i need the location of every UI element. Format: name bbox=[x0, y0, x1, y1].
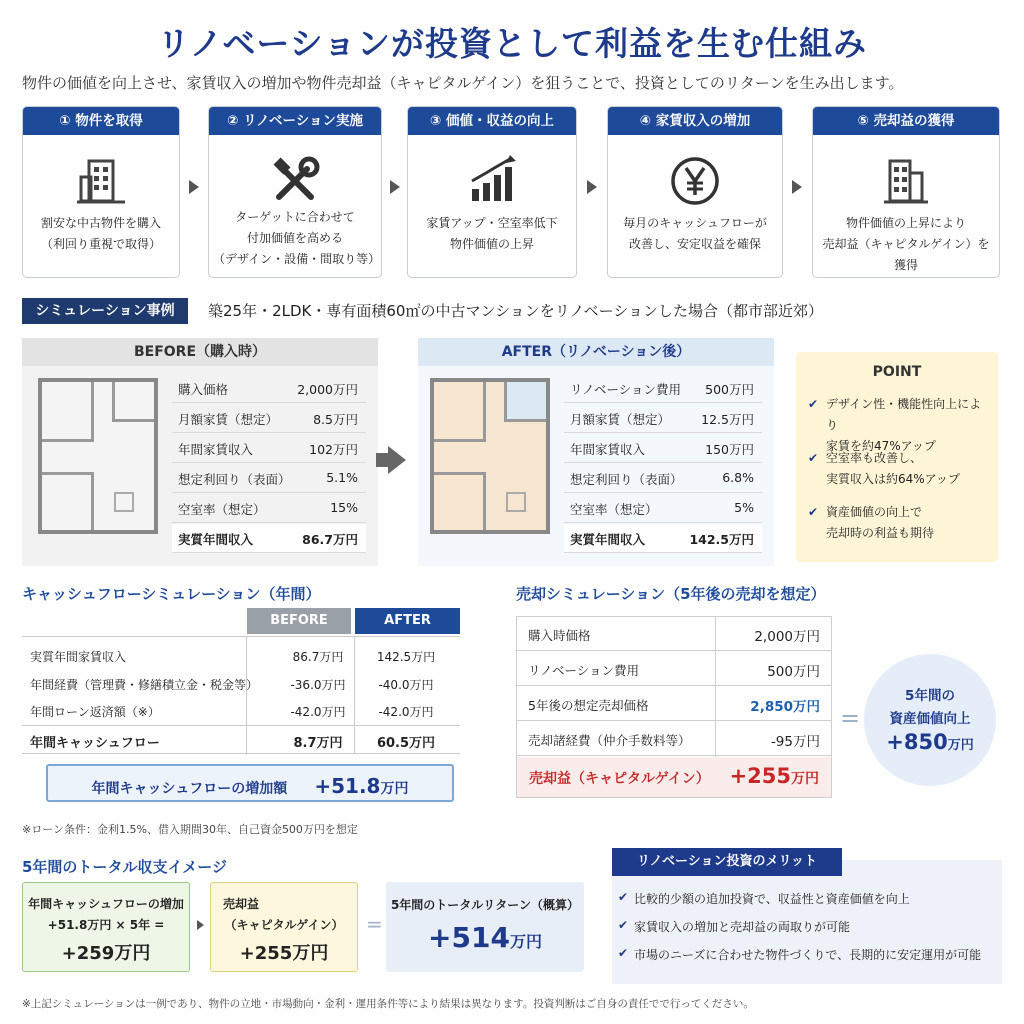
simulation-tag: シミュレーション事例 bbox=[22, 298, 188, 324]
total-return-box: 5年間のトータルリターン（概算） +514万円 bbox=[386, 882, 584, 972]
after-heading: AFTER（リノベーション後） bbox=[418, 338, 774, 366]
merit-item: ✔ 市場のニーズに合わせた物件づくりで、長期的に安定運用が可能 bbox=[618, 946, 982, 962]
table-row: 実質年間収入 86.7万円 bbox=[172, 524, 366, 553]
yen-icon bbox=[669, 155, 721, 207]
point-title: POINT bbox=[872, 364, 922, 380]
cashflow-col-after: AFTER bbox=[355, 608, 460, 634]
table-row: 実質年間収入 142.5万円 bbox=[564, 524, 762, 553]
table-row: 想定利回り（表面） 5.1% bbox=[172, 464, 366, 493]
page-title: リノベーションが投資として利益を生む仕組み bbox=[156, 24, 868, 63]
table-row: 月額家賃（想定） 12.5万円 bbox=[564, 404, 762, 433]
sale-title: 売却シミュレーション（5年後の売却を想定） bbox=[516, 585, 826, 603]
sale-profit-value: +255万円 bbox=[729, 764, 819, 788]
table-row: 5年後の想定売却価格 2,850万円 bbox=[516, 686, 832, 721]
table-row: 年間家賃収入 150万円 bbox=[564, 434, 762, 463]
cashflow-col-before: BEFORE bbox=[247, 608, 351, 634]
table-row: 想定利回り（表面） 6.8% bbox=[564, 464, 762, 493]
table-row: 購入価格 2,000万円 bbox=[172, 374, 366, 403]
sale-profit-row bbox=[517, 757, 831, 797]
cashflow-increase-unit: 万円 bbox=[380, 781, 409, 797]
check-icon: ✔ bbox=[618, 890, 629, 904]
step-description: 物件価値の上昇により 売却益（キャピタルゲイン）を獲得 bbox=[822, 216, 990, 272]
table-row: 月額家賃（想定） 8.5万円 bbox=[172, 404, 366, 433]
merit-item: ✔ 家賃収入の増加と売却益の両取りが可能 bbox=[618, 918, 851, 934]
step-heading: ① 物件を取得 bbox=[23, 107, 179, 135]
step-card-2 bbox=[208, 106, 382, 278]
table-row: 空室率（想定） 15% bbox=[172, 494, 366, 523]
table-row: 空室率（想定） 5% bbox=[564, 494, 762, 523]
arrow-right-icon bbox=[390, 180, 400, 194]
equals-sign: = bbox=[840, 704, 861, 732]
point-item: ✔ 資産価値の向上で 売却時の利益も期待 bbox=[808, 502, 992, 544]
check-icon: ✔ bbox=[618, 946, 629, 960]
total-box-cashflow: 年間キャッシュフローの増加 +51.8万円 × 5年 = +259万円 bbox=[22, 882, 190, 972]
page-subtitle: 物件の価値を向上させ、家賃収入の増加や物件売却益（キャピタルゲイン）を狙うことで、投資としてのリターンを生み出します。 bbox=[22, 74, 904, 92]
table-row: 購入時価格 2,000万円 bbox=[516, 616, 832, 651]
merit-item: ✔ 比較的少額の追加投資で、収益性と資産価値を向上 bbox=[618, 890, 910, 906]
cashflow-increase-label: 年間キャッシュフローの増加額 bbox=[91, 781, 288, 797]
step-description: ターゲットに合わせて 付加価値を高める （デザイン・設備・間取り等） bbox=[213, 210, 381, 266]
step-description: 割安な中古物件を購入 （利回り重視で取得） bbox=[40, 216, 161, 251]
step-heading: ② リノベーション実施 bbox=[209, 107, 381, 135]
simulation-description: 築25年・2LDK・専有面積60㎡の中古マンションをリノベーションした場合（都市部近郊） bbox=[208, 302, 823, 320]
merit-box bbox=[612, 854, 1002, 984]
equals-sign: = bbox=[366, 912, 383, 936]
step-description: 家賃アップ・空室率低下 物件価値の上昇 bbox=[426, 216, 558, 251]
chart-up-icon bbox=[466, 155, 518, 207]
arrow-right-icon bbox=[587, 180, 597, 194]
asset-value-circle: 5年間の 資産価値向上 +850万円 bbox=[864, 654, 996, 786]
before-panel bbox=[22, 338, 378, 566]
building-icon bbox=[75, 155, 127, 207]
after-table bbox=[564, 374, 762, 554]
check-icon: ✔ bbox=[808, 505, 819, 519]
point-box bbox=[796, 352, 998, 562]
step-heading: ③ 価値・収益の向上 bbox=[408, 107, 576, 135]
table-row: リノベーション費用 500万円 bbox=[516, 651, 832, 686]
total-title: 5年間のトータル収支イメージ bbox=[22, 858, 227, 876]
arrow-right-icon bbox=[792, 180, 802, 194]
before-heading: BEFORE（購入時） bbox=[22, 338, 378, 366]
tools-icon bbox=[269, 155, 321, 207]
footnote: ※上記シミュレーションは一例であり、物件の立地・市場動向・金利・運用条件等により結果は異なります。投資判断はご自身の責任でで行ってください。 bbox=[22, 998, 754, 1010]
step-heading: ⑤ 売却益の獲得 bbox=[813, 107, 999, 135]
building-icon bbox=[880, 155, 932, 207]
arrow-right-icon bbox=[197, 920, 204, 930]
point-item: ✔ 空室率も改善し、 実質収入は約64%アップ bbox=[808, 448, 992, 490]
step-card-3 bbox=[407, 106, 577, 278]
point-item: ✔ デザイン性・機能性向上により 家賃を約47%アップ bbox=[808, 394, 992, 457]
table-row: 年間家賃収入 102万円 bbox=[172, 434, 366, 463]
step-description: 毎月のキャッシュフローが 改善し、安定収益を確保 bbox=[623, 216, 767, 251]
after-panel bbox=[418, 338, 774, 566]
sale-profit-label: 売却益（キャピタルゲイン） bbox=[529, 771, 710, 787]
step-card-4 bbox=[607, 106, 783, 278]
loan-note: ※ローン条件：金利1.5%、借入期間30年、自己資金500万円を想定 bbox=[22, 823, 358, 836]
floor-plan-before bbox=[38, 378, 158, 534]
merit-heading: リノベーション投資のメリット bbox=[612, 848, 842, 876]
total-box-capital-gain: 売却益 （キャピタルゲイン） +255万円 bbox=[210, 882, 358, 972]
table-row: リノベーション費用 500万円 bbox=[564, 374, 762, 403]
arrow-right-icon bbox=[189, 180, 199, 194]
step-heading: ④ 家賃収入の増加 bbox=[608, 107, 782, 135]
check-icon: ✔ bbox=[618, 918, 629, 932]
table-row: 売却諸経費（仲介手数料等） -95万円 bbox=[516, 721, 832, 756]
before-table bbox=[172, 374, 366, 554]
check-icon: ✔ bbox=[808, 397, 819, 411]
step-card-1 bbox=[22, 106, 180, 278]
cashflow-title: キャッシュフローシミュレーション（年間） bbox=[22, 585, 321, 603]
cashflow-increase-box bbox=[46, 764, 454, 802]
arrow-right-icon bbox=[388, 446, 406, 474]
cashflow-increase-value: +51.8 bbox=[314, 774, 381, 798]
step-card-5 bbox=[812, 106, 1000, 278]
floor-plan-after bbox=[430, 378, 550, 534]
check-icon: ✔ bbox=[808, 451, 819, 465]
